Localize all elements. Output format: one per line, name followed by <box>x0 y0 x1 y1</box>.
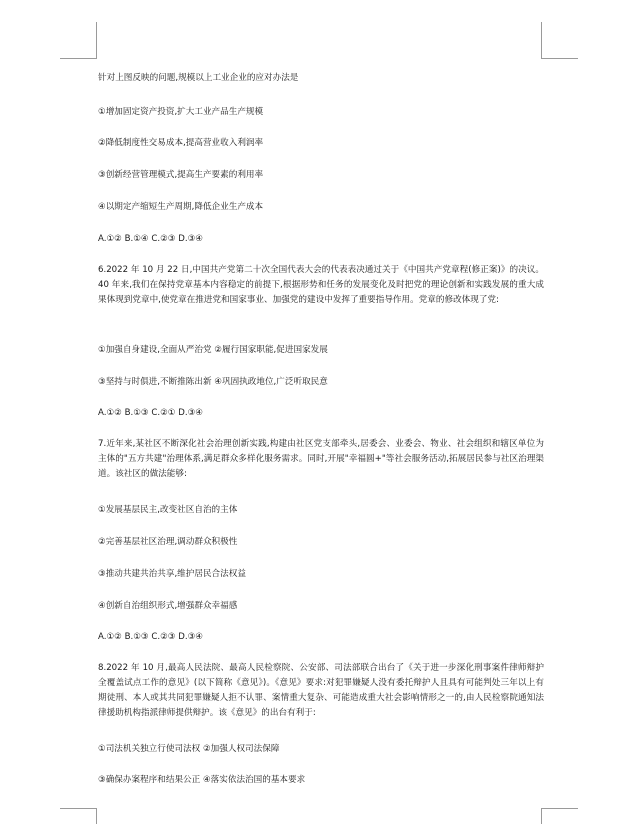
q8-options-3-4: ③确保办案程序和结果公正 ④落实依法治国的基本要求 <box>98 775 306 785</box>
q5-option-2: ②降低制度性交易成本,提高营业收入利润率 <box>98 138 264 148</box>
q6-options-3-4: ③坚持与时俱进,不断推陈出新 ④巩固执政地位,广泛听取民意 <box>98 377 328 387</box>
q5-answer-choices: A.①② B.①④ C.②③ D.③④ <box>98 234 203 244</box>
crop-mark-top-right-h <box>541 58 578 59</box>
q7-stem: 7.近年来,某社区不断深化社会治理创新实践,构建由社区党支部牵头,居委会、业委会、物业、社会组织和辖区单位为主体的"五方共建"治理体系,满足群众多样化服务需求。同时,开展"幸福圆+"等社会服务活动,拓展居民参与社区治理渠道。该社区的做法能够: <box>98 439 544 479</box>
q7-option-1: ①发展基层民主,改变社区自治的主体 <box>98 505 238 515</box>
q7-answer-choices: A.①② B.①③ C.②③ D.③④ <box>98 632 203 642</box>
q8-options-1-2: ①司法机关独立行使司法权 ②加强人权司法保障 <box>98 744 280 754</box>
q5-stem: 针对上图反映的问题,规模以上工业企业的应对办法是 <box>98 73 299 83</box>
q7-option-3: ③推动共建共治共享,维护居民合法权益 <box>98 569 246 579</box>
crop-mark-top-right-v <box>541 22 542 59</box>
crop-mark-bottom-left-h <box>60 808 97 809</box>
q8-stem: 8.2022 年 10 月,最高人民法院、最高人民检察院、公安部、司法部联合出台了《关于进一步深化刑事案件律师辩护全覆盖试点工作的意见》(以下简称《意见》)。《意见》要求:对犯罪嫌疑人没有委托辩护人且具有可能判处三年以上有期徒刑、本人或其共同犯罪嫌疑人拒不认罪、案情重大复杂、可能造成重大社会影响情形之一的,由人民检察院通知法律援助机构指派律师提供辩护。该《意见》的出台有利于: <box>98 663 544 718</box>
q7-option-4: ④创新自治组织形式,增强群众幸福感 <box>98 601 238 611</box>
crop-mark-bottom-right-h <box>541 808 578 809</box>
q6-answer-choices: A.①② B.①③ C.②① D.③④ <box>98 408 203 418</box>
q6-options-1-2: ①加强自身建设,全面从严治党 ②履行国家职能,促进国家发展 <box>98 345 328 355</box>
q5-option-3: ③创新经营管理模式,提高生产要素的利用率 <box>98 170 264 180</box>
q5-option-1: ①增加固定资产投资,扩大工业产品生产规模 <box>98 107 264 117</box>
q5-option-4: ④以期定产缩短生产周期,降低企业生产成本 <box>98 202 264 212</box>
crop-mark-top-left-v <box>96 22 97 59</box>
crop-mark-top-left-h <box>60 58 97 59</box>
crop-mark-bottom-left-v <box>96 808 97 824</box>
crop-mark-bottom-right-v <box>541 808 542 824</box>
q7-option-2: ②完善基层社区治理,调动群众积极性 <box>98 537 238 547</box>
q6-stem: 6.2022 年 10 月 22 日,中国共产党第二十次全国代表大会的代表表决通过关于《中国共产党章程(修正案)》的决议。40 年来,我们在保持党章基本内容稳定的前提下,根据形势和任务的发展变化及时把党的理论创新和实践发展的重大成果体现到党章中,使党章在推进党和国家事业、加强党的建设中发挥了重要指导作用。党章的修改体现了党: <box>98 265 544 305</box>
